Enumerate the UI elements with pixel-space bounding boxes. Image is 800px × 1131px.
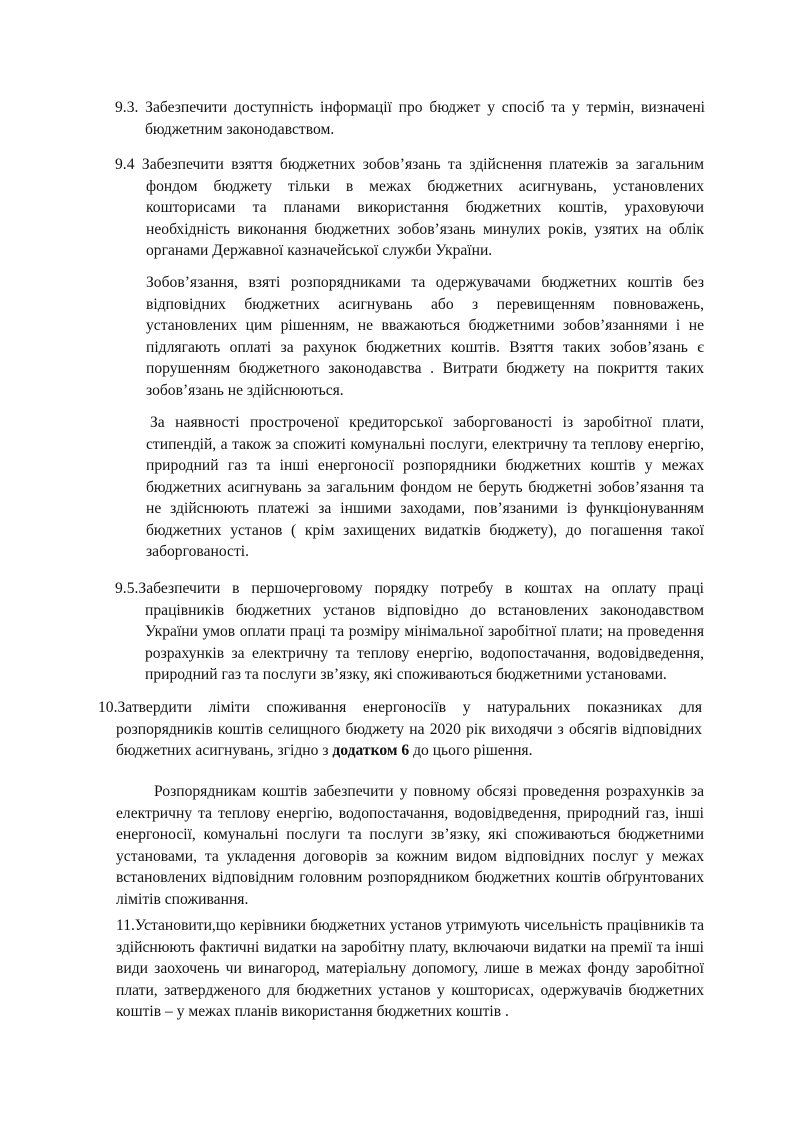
paragraph-9-4-obligations: Зобов’язання, взяті розпорядниками та одержувачами бюджетних коштів без відповідних бюджетних асигнувань або з перевищенням повноважень, установлених цим рішенням, не вважаються бюджетними зобов’язаннями і не підлягають оплаті за рахунок бюджетних коштів. Взяття таких зобов’язань є порушенням бюджетного законодавства . Витрати бюджету на покриття таких зобов’язань не здійснюються. [146, 274, 704, 399]
paragraph-9-5: 9.5.Забезпечити в першочерговому порядку потребу в коштах на оплату праці працівників бюджетних установ відповідно до встановлених законодавством України умов оплати праці та розміру мінімальної заробітної плати; на проведення розрахунків за електричну та теплову енергію, водопостачання, водовідведення, природний газ та послуги зв’язку, які споживаються бюджетними установами. [115, 580, 704, 683]
paragraph-11: 11.Установити,що керівники бюджетних установ утримують чисельність працівників та здійснюють фактичні видатки на заробітну плату, включаючи видатки на премії та інші види заохочень чи винагород, матеріальну допомогу, лише в межах фонду заробітної плати, затвердженого для бюджетних установ у кошторисах, одержувачів бюджетних коштів – у межах планів використання бюджетних коштів . [116, 917, 704, 1020]
appendix-reference: додатком 6 [332, 742, 410, 759]
paragraph-10-text-start: 10.Затвердити ліміти споживання енергоносіїв у натуральних показниках для розпорядників коштів селищного бюджету на 2020 рік виходячи з обсягів відповідних бюджетних асигнувань, згідно з [98, 699, 702, 759]
paragraph-9-4: 9.4 Забезпечити взяття бюджетних зобов’язань та здійснення платежів за загальним фондом бюджету тільки в межах бюджетних асигнувань, установлених кошторисами та планами використання бюджетних коштів, ураховуючи необхідність виконання бюджетних зобов’язань минулих років, узятих на облік органами Державної казначейської служби України. [115, 156, 704, 259]
paragraph-10 [98, 697, 702, 762]
paragraph-9-3: 9.3. Забезпечити доступність інформації про бюджет у спосіб та у термін, визначені бюджетним законодавством. [115, 99, 705, 138]
paragraph-10-managers: Розпорядникам коштів забезпечити у повному обсязі проведення розрахунків за електричну та теплову енергію, водопостачання, водовідведення, природний газ, інші енергоносії, комунальні послуги та послуги зв’язку, які споживаються бюджетними установами, та укладення договорів за кожним видом відповідних послуг у межах встановлених відповідним головним розпорядником бюджетних коштів обґрунтованих лімітів споживання. [116, 783, 704, 908]
paragraph-9-4-arrears: За наявності простроченої кредиторської заборгованості із заробітної плати, стипендій, а також за спожиті комунальні послуги, електричну та теплову енергію, природний газ та інші енергоносії розпорядники бюджетних коштів у межах бюджетних асигнувань за загальним фондом не беруть бюджетні зобов’язання та не здійснюють платежі за іншими заходами, пов’язаними із функціонуванням бюджетних установ ( крім захищених видатків бюджету), до погашення такої заборгованості. [146, 414, 704, 560]
paragraph-10-text-end: до цього рішення. [409, 742, 533, 759]
